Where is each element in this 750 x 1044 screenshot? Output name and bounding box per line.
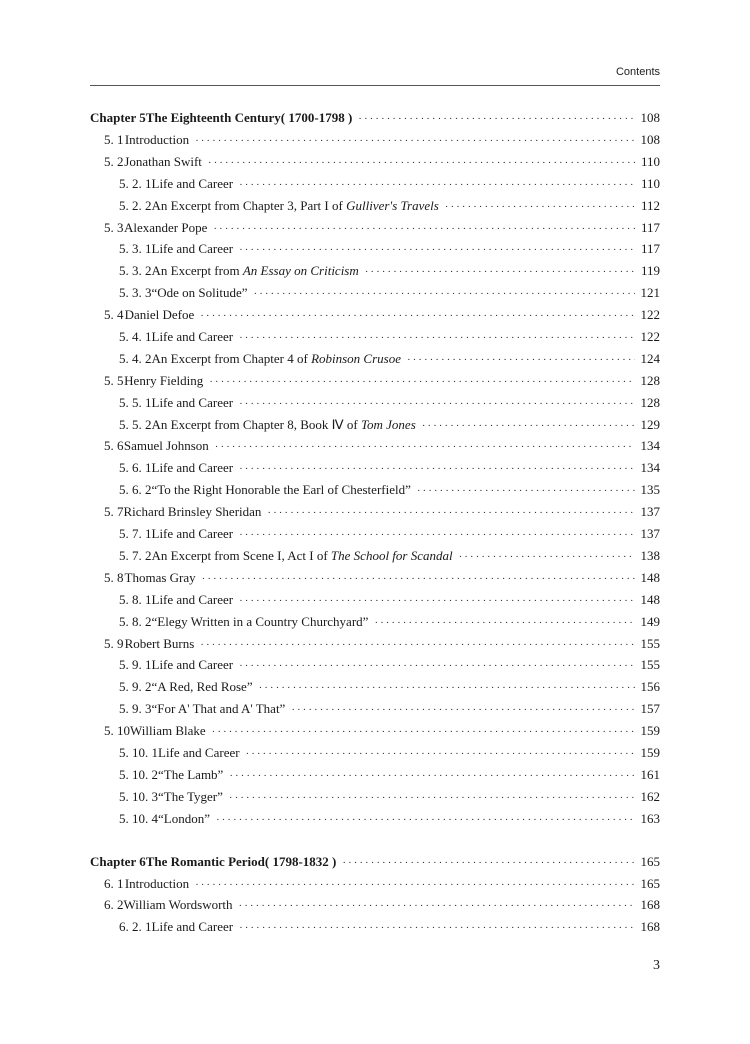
- toc-entry-page: 165: [640, 876, 660, 891]
- toc-entry: [0, 154, 660, 171]
- toc-entry-page: 165: [640, 854, 660, 869]
- dot-leader: [195, 877, 634, 893]
- toc-entry-title-text: An Excerpt from Chapter 8, Book Ⅳ of: [151, 417, 361, 432]
- dot-leader: [239, 527, 634, 543]
- toc-entry-page: 134: [640, 460, 660, 475]
- toc-entry-title-text: Jonathan Swift: [124, 154, 202, 169]
- toc-entry-title-text: The Romantic Period: [145, 854, 265, 869]
- toc-entry-work-title: An Essay on Criticism: [242, 263, 359, 278]
- toc-entry-page: 110: [640, 176, 660, 191]
- toc-entry-page: 168: [640, 897, 660, 912]
- dot-leader: [202, 571, 635, 587]
- toc-entry-title-text: Robert Burns: [124, 636, 195, 651]
- toc-entry-page: 157: [640, 701, 660, 716]
- toc-entry-page: 112: [640, 198, 660, 213]
- toc-entry-title-text: An Excerpt from Chapter 4 of: [151, 351, 312, 366]
- dot-leader: [212, 724, 635, 740]
- toc-entry-page: 155: [640, 657, 660, 672]
- toc-entry: [0, 592, 660, 609]
- toc-entry: [0, 767, 660, 784]
- toc-entry: [0, 198, 660, 215]
- toc-entry-number: 5. 10. 3: [119, 789, 158, 804]
- toc-entry-title-text: William Blake: [130, 723, 206, 738]
- toc-entry: [0, 351, 660, 368]
- toc-entry-title: [152, 526, 234, 542]
- toc-entry-title: [158, 811, 210, 827]
- dot-leader: [239, 461, 634, 477]
- toc-entry-title: [152, 395, 234, 411]
- toc-entry-title-text: Life and Career: [158, 745, 240, 760]
- dot-leader: [254, 286, 635, 302]
- dot-leader: [239, 593, 634, 609]
- dot-leader: [200, 637, 634, 653]
- toc-entry-title-text: Life and Career: [151, 657, 234, 672]
- toc-entry-title: [152, 614, 369, 630]
- toc-entry-title: [152, 592, 234, 608]
- toc-entry-title-text: Life and Career: [151, 526, 234, 541]
- toc-entry-title: [146, 110, 353, 126]
- toc-entry-page: 159: [640, 723, 660, 738]
- dot-leader: [215, 439, 635, 455]
- toc-entry: [0, 438, 660, 455]
- toc-entry-title-text: An Excerpt from Chapter 3, Part I of: [151, 198, 347, 213]
- toc-entry-number: 6. 2. 1: [119, 919, 152, 934]
- toc-entry-number: 5. 2: [104, 154, 124, 169]
- running-head: Contents: [615, 66, 660, 78]
- toc-entry-page: 159: [640, 745, 660, 760]
- toc-entry: [0, 657, 660, 674]
- toc-entry-work-title: The School for Scandal: [330, 548, 453, 563]
- toc-entry-title: [124, 438, 209, 454]
- dot-leader: [229, 790, 635, 806]
- toc-entry-title: [152, 701, 286, 717]
- toc-entry-title-text: Alexander Pope: [124, 220, 208, 235]
- toc-entry-number: 5. 8: [104, 570, 124, 585]
- toc-entry-page: 121: [640, 285, 660, 300]
- toc-entry-title: [152, 919, 234, 935]
- toc-entry-title-text: “Elegy Written in a Country Churchyard”: [151, 614, 369, 629]
- toc-entry-title: [124, 154, 202, 170]
- toc-entry-work-title: Tom Jones: [360, 417, 416, 432]
- toc-entry: [0, 876, 660, 893]
- toc-entry-title-text: Life and Career: [151, 592, 234, 607]
- toc-entry-title: [130, 723, 206, 739]
- toc-entry-title: [152, 417, 416, 433]
- toc-entry-page: 134: [640, 438, 660, 453]
- toc-entry-title: [152, 176, 234, 192]
- toc-entry: [0, 482, 660, 499]
- toc-entry-title: [152, 657, 234, 673]
- toc-entry-number: 5. 4. 1: [119, 329, 152, 344]
- toc-entry-number: Chapter 6: [90, 854, 146, 869]
- toc-entry-page: 148: [640, 570, 660, 585]
- toc-entry: [0, 570, 660, 587]
- toc-entry: [0, 132, 660, 149]
- toc-entry-title-text: Introduction: [124, 876, 190, 891]
- dot-leader: [216, 812, 635, 828]
- toc-entry: [0, 811, 660, 828]
- dot-leader: [291, 702, 634, 718]
- dot-leader: [239, 658, 634, 674]
- toc-entry-title-text: “The Tyger”: [158, 789, 223, 804]
- toc-entry-title: [125, 570, 196, 586]
- toc-entry-title: [125, 132, 189, 148]
- toc-entry-title: [158, 745, 240, 761]
- toc-entry-number: 5. 1: [104, 132, 124, 147]
- toc-entry-number: 5. 10. 1: [119, 745, 158, 760]
- toc-entry-number: 5. 10: [104, 723, 130, 738]
- toc-entry-page: 156: [640, 679, 660, 694]
- toc-entry-number: 5. 3. 2: [119, 263, 152, 278]
- toc-entry-number: Chapter 5: [90, 110, 146, 125]
- toc-entry-title-text: An Excerpt from Scene I, Act I of: [151, 548, 331, 563]
- toc-entry-title-text: The Eighteenth Century: [145, 110, 281, 125]
- toc-entry-page: 163: [640, 811, 660, 826]
- dot-leader: [246, 746, 635, 762]
- toc-entry-title: [152, 460, 234, 476]
- toc-entry-page: 149: [640, 614, 660, 629]
- dot-leader: [239, 396, 634, 412]
- toc-entry-page: 110: [640, 154, 660, 169]
- toc-chapter-entry: [0, 110, 660, 127]
- toc-entry-page: 128: [640, 395, 660, 410]
- dot-leader: [358, 111, 634, 127]
- toc-entry-number: 5. 10. 4: [119, 811, 158, 826]
- toc-entry-title-text: William Wordsworth: [123, 897, 233, 912]
- toc-entry: [0, 417, 660, 434]
- toc-entry-number: 5. 5: [104, 373, 124, 388]
- toc-entry-title: [152, 241, 234, 257]
- toc-entry-title-text: Life and Career: [151, 329, 234, 344]
- toc-entry-title-text: Henry Fielding: [124, 373, 204, 388]
- toc-entry: [0, 897, 660, 914]
- toc-entry-page: 122: [640, 329, 660, 344]
- dot-leader: [422, 418, 635, 434]
- toc-entry-number: 5. 6. 1: [119, 460, 152, 475]
- toc-entry: [0, 504, 660, 521]
- toc-entry-page: 138: [640, 548, 660, 563]
- toc-entry: [0, 307, 660, 324]
- dot-leader: [267, 505, 634, 521]
- toc-entry-page: 128: [640, 373, 660, 388]
- toc-entry-title: [152, 263, 359, 279]
- dot-leader: [342, 855, 634, 871]
- dot-leader: [445, 199, 635, 215]
- toc-entry-number: 5. 9. 2: [119, 679, 152, 694]
- toc-entry: [0, 285, 660, 302]
- toc-entry-page: 168: [640, 919, 660, 934]
- toc-entry-page: 137: [640, 504, 660, 519]
- toc-entry-title-text: Introduction: [124, 132, 190, 147]
- toc-entry: [0, 220, 660, 237]
- toc-entry-title-text: “For A' That and A' That”: [151, 701, 286, 716]
- toc-entry-title-text: Life and Career: [151, 460, 234, 475]
- toc-entry: [0, 526, 660, 543]
- toc-entry-title: [152, 679, 253, 695]
- toc-entry: [0, 919, 660, 936]
- toc-entry-title: [125, 307, 195, 323]
- toc-entry-title: [146, 854, 337, 870]
- toc-entry: [0, 548, 660, 565]
- toc-entry: [0, 745, 660, 762]
- toc-entry-title-text: “A Red, Red Rose”: [151, 679, 253, 694]
- toc-entry-page: 108: [640, 110, 660, 125]
- toc-entry-page: 124: [640, 351, 660, 366]
- toc-entry-page: 119: [640, 263, 660, 278]
- toc-entry-work-title: Robinson Crusoe: [311, 351, 401, 366]
- dot-leader: [213, 221, 635, 237]
- toc-entry-page: 162: [640, 789, 660, 804]
- toc-entry-work-title: Gulliver's Travels: [346, 198, 439, 213]
- toc-entry-title-text: Life and Career: [151, 395, 234, 410]
- dot-leader: [259, 680, 635, 696]
- page-number: 3: [653, 958, 660, 973]
- toc-entry-title-text: Richard Brinsley Sheridan: [123, 504, 262, 519]
- toc-entry-title-text: Thomas Gray: [124, 570, 196, 585]
- toc-entry-title-text: Life and Career: [151, 176, 234, 191]
- dot-leader: [365, 264, 635, 280]
- toc-entry-number: 5. 10. 2: [119, 767, 158, 782]
- dot-leader: [239, 330, 634, 346]
- toc-entry-number: 5. 9. 3: [119, 701, 152, 716]
- toc-entry-title: [124, 220, 207, 236]
- toc-entry-title: [152, 351, 401, 367]
- toc-entry-page: 117: [640, 241, 660, 256]
- dot-leader: [200, 308, 634, 324]
- toc-entry: [0, 329, 660, 346]
- toc-entry-title: [152, 482, 411, 498]
- toc-entry-page: 108: [640, 132, 660, 147]
- dot-leader: [239, 177, 635, 193]
- toc-entry-number: 5. 7. 2: [119, 548, 152, 563]
- toc-entry-title: [152, 329, 234, 345]
- toc-entry-number: 5. 9: [104, 636, 124, 651]
- toc-entry: [0, 614, 660, 631]
- toc-entry-title: [124, 373, 203, 389]
- dot-leader: [459, 549, 635, 565]
- toc-entry: [0, 395, 660, 412]
- toc-entry-title: [125, 636, 195, 652]
- toc-entry-number: 5. 6: [104, 438, 124, 453]
- toc-entry-title-text: “London”: [158, 811, 210, 826]
- toc-chapter-date-range: ( 1798-1832 ): [264, 854, 337, 869]
- toc-entry-number: 5. 2. 2: [119, 198, 152, 213]
- toc-entry: [0, 679, 660, 696]
- dot-leader: [407, 352, 635, 368]
- toc-entry-page: 129: [640, 417, 660, 432]
- toc-entry-page: 117: [640, 220, 660, 235]
- dot-leader: [208, 155, 635, 171]
- toc-chapter-entry: [0, 854, 660, 871]
- toc-entry-page: 135: [640, 482, 660, 497]
- toc-entry-number: 5. 8. 1: [119, 592, 152, 607]
- dot-leader: [209, 374, 634, 390]
- toc-entry-number: 5. 8. 2: [119, 614, 152, 629]
- toc-entry-title: [158, 767, 223, 783]
- toc-entry-number: 5. 3. 3: [119, 285, 152, 300]
- toc-chapter-date-range: ( 1700-1798 ): [280, 110, 353, 125]
- toc-entry: [0, 789, 660, 806]
- toc-entry: [0, 176, 660, 193]
- toc-entry: [0, 373, 660, 390]
- toc-entry-title: [124, 504, 262, 520]
- dot-leader: [229, 768, 634, 784]
- toc-entry-number: 5. 6. 2: [119, 482, 152, 497]
- toc-entry-number: 5. 3. 1: [119, 241, 152, 256]
- toc-entry-title-text: “Ode on Solitude”: [151, 285, 248, 300]
- toc-entry-page: 137: [640, 526, 660, 541]
- dot-leader: [417, 483, 635, 499]
- toc-entry-number: 5. 7. 1: [119, 526, 152, 541]
- toc-entry-number: 5. 3: [104, 220, 124, 235]
- toc-entry: [0, 241, 660, 258]
- toc-entry-title: [152, 548, 453, 564]
- toc-entry-title: [152, 198, 439, 214]
- toc-entry-number: 5. 2. 1: [119, 176, 152, 191]
- toc-entry-title-text: An Excerpt from: [151, 263, 243, 278]
- toc-entry: [0, 263, 660, 280]
- toc-entry-title: [152, 285, 248, 301]
- toc-entry-title: [124, 897, 233, 913]
- toc-entry-number: 5. 9. 1: [119, 657, 152, 672]
- toc-entry-page: 155: [640, 636, 660, 651]
- toc-entry-title-text: Daniel Defoe: [124, 307, 195, 322]
- toc-entry-page: 161: [640, 767, 660, 782]
- toc-entry-number: 5. 7: [104, 504, 124, 519]
- toc-entry-number: 6. 2: [104, 897, 124, 912]
- toc-entry-title: [158, 789, 223, 805]
- dot-leader: [239, 242, 635, 258]
- toc-entry-number: 6. 1: [104, 876, 124, 891]
- toc-entry-title-text: “The Lamb”: [158, 767, 224, 782]
- dot-leader: [195, 133, 634, 149]
- toc-entry-page: 148: [640, 592, 660, 607]
- dot-leader: [239, 898, 635, 914]
- toc-entry-title-text: Life and Career: [151, 241, 234, 256]
- toc-entry-number: 5. 5. 1: [119, 395, 152, 410]
- toc-entry-title: [125, 876, 189, 892]
- toc-entry: [0, 636, 660, 653]
- toc-entry-number: 5. 4: [104, 307, 124, 322]
- dot-leader: [239, 920, 634, 936]
- toc-entry-number: 5. 5. 2: [119, 417, 152, 432]
- toc-entry-title-text: Samuel Johnson: [123, 438, 209, 453]
- toc-entry: [0, 701, 660, 718]
- dot-leader: [374, 615, 634, 631]
- toc-entry: [0, 460, 660, 477]
- toc-entry-number: 5. 4. 2: [119, 351, 152, 366]
- toc-entry-title-text: “To the Right Honorable the Earl of Chesterfield”: [151, 482, 411, 497]
- toc-entry-page: 122: [640, 307, 660, 322]
- toc-entry: [0, 723, 660, 740]
- toc-entry-title-text: Life and Career: [151, 919, 234, 934]
